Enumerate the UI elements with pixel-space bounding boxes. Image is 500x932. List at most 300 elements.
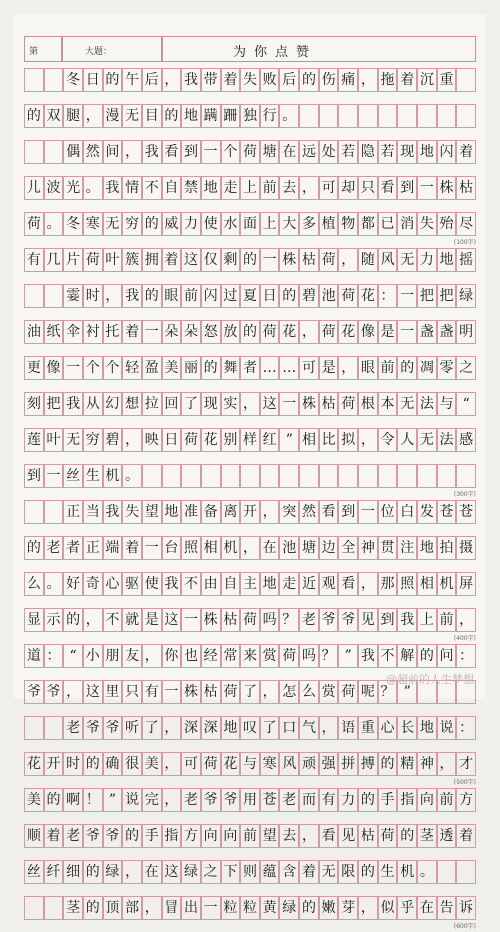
grid-cell: 突 (279, 500, 299, 524)
grid-cell: 败 (260, 68, 280, 92)
word-count-marker: (300字) (453, 491, 476, 498)
grid-cell: 了 (181, 392, 201, 416)
grid-cell: 株 (279, 248, 299, 272)
grid-cell: 方 (456, 788, 476, 812)
grid-cell: ” (103, 788, 123, 812)
grid-cell: 生 (378, 860, 398, 884)
grid-cell: 才 (456, 752, 476, 776)
grid-cell: 着 (122, 536, 142, 560)
grid-cell: 后 (279, 68, 299, 92)
grid-cell: 儿 (24, 176, 44, 200)
grid-cell: ， (358, 572, 378, 596)
grid-row (24, 716, 476, 748)
watermark: @超前的人生梦想 (386, 673, 474, 686)
grid-cell: 是 (142, 608, 162, 632)
grid-cell: 的 (378, 752, 398, 776)
grid-cell: 随 (358, 248, 378, 272)
grid-cell: 穷 (83, 428, 103, 452)
grid-cell: 备 (201, 500, 221, 524)
grid-cell: 老 (63, 824, 83, 848)
grid-cell: 法 (417, 392, 437, 416)
grid-cell: 株 (181, 680, 201, 704)
grid-cell: 夏 (240, 284, 260, 308)
grid-cell: 深 (201, 716, 221, 740)
grid-cell: 地 (417, 140, 437, 164)
grid-cell: 伞 (63, 320, 83, 344)
grid-cell: 寒 (260, 752, 280, 776)
grid-cell: 穷 (122, 212, 142, 236)
grid-cell: 黄 (260, 896, 280, 920)
grid-cell: 重 (437, 68, 457, 92)
grid-cell: 这 (162, 608, 182, 632)
grid-cell: 的 (279, 284, 299, 308)
grid-cell (378, 104, 398, 128)
grid-cell: 搏 (358, 752, 378, 776)
grid-cell: ， (83, 104, 103, 128)
grid-cell: 实 (221, 392, 241, 416)
grid-cell: 来 (240, 644, 260, 668)
grid-cell: ” (397, 680, 417, 704)
grid-cell: 粒 (240, 896, 260, 920)
grid-cell: 强 (319, 752, 339, 776)
grid-cell: 心 (378, 716, 398, 740)
grid-cell: … (279, 356, 299, 380)
grid-cell: 花 (358, 284, 378, 308)
grid-cell: 出 (181, 896, 201, 920)
title-box (162, 36, 476, 62)
grid-cell: 绿 (456, 284, 476, 308)
grid-cell (279, 464, 299, 488)
grid-cell: 的 (240, 320, 260, 344)
question-label: 大题： (85, 47, 113, 57)
grid-cell: 的 (162, 104, 182, 128)
grid-cell: 去 (279, 176, 299, 200)
grid-cell: ” (279, 428, 299, 452)
grid-cell: ， (358, 896, 378, 920)
grid-cell: 深 (181, 716, 201, 740)
grid-row (24, 68, 476, 100)
grid-row (24, 356, 476, 388)
grid-cell: 苍 (456, 500, 476, 524)
grid-cell: 池 (319, 284, 339, 308)
grid-cell: 沉 (417, 68, 437, 92)
grid-cell: 尽 (456, 212, 476, 236)
grid-row (24, 392, 476, 424)
grid-cell: 远 (299, 140, 319, 164)
grid-cell: 叹 (240, 716, 260, 740)
grid-cell: 我 (122, 284, 142, 308)
grid-cell: 眼 (358, 356, 378, 380)
grid-cell: 摇 (456, 248, 476, 272)
grid-cell: 花 (279, 320, 299, 344)
grid-cell: 的 (63, 608, 83, 632)
grid-cell: 着 (221, 68, 241, 92)
grid-cell: 地 (260, 572, 280, 596)
grid-cell: 放 (221, 320, 241, 344)
grid-cell: 一 (162, 680, 182, 704)
grid-cell: 我 (103, 500, 123, 524)
grid-cell: 荷 (338, 680, 358, 704)
grid-cell: 行 (260, 104, 280, 128)
grid-cell: 拥 (142, 248, 162, 272)
grid-cell: 塘 (260, 140, 280, 164)
grid-cell: 诉 (456, 896, 476, 920)
grid-cell: 使 (142, 572, 162, 596)
grid-cell: 台 (162, 536, 182, 560)
grid-cell: 可 (299, 356, 319, 380)
grid-cell: 向 (417, 788, 437, 812)
grid-cell: ， (162, 788, 182, 812)
grid-cell: 爷 (319, 608, 339, 632)
grid-cell: 到 (24, 464, 44, 488)
grid-cell: 我 (162, 572, 182, 596)
grid-cell: 上 (417, 608, 437, 632)
grid-cell (437, 464, 457, 488)
grid-cell: 相 (201, 536, 221, 560)
grid-cell: 无 (319, 860, 339, 884)
grid-cell: 午 (122, 68, 142, 92)
grid-cell: 物 (338, 212, 358, 236)
grid-cell: 一 (397, 320, 417, 344)
grid-cell: 可 (181, 752, 201, 776)
grid-cell: 着 (44, 824, 64, 848)
grid-cell: 片 (63, 248, 83, 272)
grid-cell: 令 (378, 428, 398, 452)
grid-cell: 盈 (142, 356, 162, 380)
grid-cell: ， (142, 896, 162, 920)
grid-cell: 我 (397, 608, 417, 632)
grid-cell: 霎 (63, 284, 83, 308)
grid-cell: ， (240, 536, 260, 560)
grid-cell: 看 (319, 500, 339, 524)
grid-cell: 双 (44, 104, 64, 128)
grid-cell: 有 (24, 248, 44, 272)
grid-cell: 着 (397, 68, 417, 92)
grid-cell: 嫩 (319, 896, 339, 920)
grid-cell: 气 (299, 716, 319, 740)
grid-cell: 失 (240, 68, 260, 92)
grid-cell (24, 716, 44, 740)
grid-cell (358, 464, 378, 488)
grid-cell: 的 (103, 68, 123, 92)
grid-cell: 的 (44, 788, 64, 812)
grid-cell: 情 (122, 176, 142, 200)
grid-cell: 爷 (201, 788, 221, 812)
grid-cell: 老 (299, 608, 319, 632)
grid-cell: 舞 (221, 356, 241, 380)
grid-cell: 样 (240, 428, 260, 452)
grid-cell: ， (162, 68, 182, 92)
grid-cell: 驱 (122, 572, 142, 596)
grid-cell: 。 (279, 104, 299, 128)
grid-cell: 不 (142, 176, 162, 200)
grid-cell: 地 (417, 536, 437, 560)
grid-row (24, 536, 476, 568)
grid-cell: 上 (260, 212, 280, 236)
grid-cell: 开 (240, 500, 260, 524)
grid-cell: 这 (83, 680, 103, 704)
grid-row (24, 428, 476, 460)
grid-cell: 自 (162, 176, 182, 200)
grid-cell: ， (338, 248, 358, 272)
grid-cell: 株 (299, 392, 319, 416)
grid-cell: 着 (456, 140, 476, 164)
grid-cell: 一 (397, 284, 417, 308)
grid-cell: 消 (397, 212, 417, 236)
grid-cell: 地 (162, 500, 182, 524)
grid-cell: 荷 (279, 644, 299, 668)
grid-cell: 现 (201, 392, 221, 416)
grid-row (24, 608, 476, 640)
grid-cell: 之 (201, 860, 221, 884)
grid-cell: 生 (83, 464, 103, 488)
grid-cell: 之 (456, 356, 476, 380)
grid-cell: 常 (221, 644, 241, 668)
grid-cell: 我 (181, 68, 201, 92)
grid-cell: 时 (63, 752, 83, 776)
grid-row (24, 248, 476, 280)
grid-cell: 只 (358, 176, 378, 200)
grid-cell: 地 (181, 104, 201, 128)
grid-cell (338, 464, 358, 488)
grid-cell: 而 (299, 788, 319, 812)
grid-cell: ， (122, 140, 142, 164)
grid-cell: 问 (437, 644, 457, 668)
grid-cell: 然 (299, 500, 319, 524)
grid-cell: 荷 (83, 248, 103, 272)
grid-cell: ， (260, 500, 280, 524)
grid-cell: 的 (142, 212, 162, 236)
grid-cell: 无 (417, 428, 437, 452)
grid-cell: 吗 (299, 644, 319, 668)
grid-cell: 爷 (103, 716, 123, 740)
grid-cell: 了 (240, 680, 260, 704)
grid-cell: 丝 (63, 464, 83, 488)
grid-cell: 无 (103, 212, 123, 236)
grid-cell: 边 (319, 536, 339, 560)
grid-cell: ！ (83, 788, 103, 812)
grid-cell: 刻 (24, 392, 44, 416)
grid-cell: 油 (24, 320, 44, 344)
grid-cell: 用 (240, 788, 260, 812)
grid-cell: 与 (240, 752, 260, 776)
grid-cell: 一 (201, 140, 221, 164)
grid-cell: 我 (358, 644, 378, 668)
grid-cell: 波 (44, 176, 64, 200)
grid-cell: 漫 (103, 104, 123, 128)
grid-row (24, 752, 476, 784)
grid-cell: 似 (378, 896, 398, 920)
grid-cell: 赏 (319, 680, 339, 704)
grid-cell: 时 (83, 284, 103, 308)
grid-cell (24, 140, 44, 164)
grid-cell: 一 (142, 320, 162, 344)
grid-cell: 花 (221, 752, 241, 776)
grid-cell: ， (122, 428, 142, 452)
grid-cell: 相 (417, 572, 437, 596)
grid-cell: 爷 (338, 608, 358, 632)
grid-cell: 着 (162, 248, 182, 272)
grid-cell: 粒 (221, 896, 241, 920)
grid-cell (397, 464, 417, 488)
grid-cell: 地 (221, 716, 241, 740)
grid-cell: “ (63, 644, 83, 668)
grid-cell (378, 464, 398, 488)
grid-cell: 荷 (24, 212, 44, 236)
grid-cell (240, 464, 260, 488)
word-count-marker: (500字) (453, 779, 476, 786)
grid-cell: 方 (181, 824, 201, 848)
grid-row (24, 140, 476, 172)
grid-cell: 在 (142, 860, 162, 884)
grid-cell: 怎 (279, 680, 299, 704)
grid-cell: 感 (456, 428, 476, 452)
grid-cell: 奇 (83, 572, 103, 596)
grid-cell: 簇 (122, 248, 142, 272)
grid-cell: 就 (122, 608, 142, 632)
grid-cell: 全 (338, 536, 358, 560)
grid-cell: 老 (63, 716, 83, 740)
grid-cell: 殆 (437, 212, 457, 236)
grid-cell: 听 (122, 716, 142, 740)
grid-cell: 茎 (417, 824, 437, 848)
grid-cell: 指 (397, 788, 417, 812)
grid-cell: 根 (358, 392, 378, 416)
grid-cell: 的 (83, 896, 103, 920)
grid-cell: 失 (417, 212, 437, 236)
grid-cell: 把 (437, 284, 457, 308)
grid-cell: 一 (260, 248, 280, 272)
grid-cell: 这 (260, 392, 280, 416)
grid-cell: 一 (201, 896, 221, 920)
grid-cell: 无 (397, 392, 417, 416)
grid-cell: 无 (122, 104, 142, 128)
grid-cell: 苍 (260, 788, 280, 812)
grid-row (24, 464, 476, 496)
grid-cell: 剩 (221, 248, 241, 272)
grid-cell: 吗 (260, 608, 280, 632)
grid-cell: 发 (417, 500, 437, 524)
grid-cell: 想 (122, 392, 142, 416)
grid-cell: ， (142, 644, 162, 668)
grid-cell: 经 (201, 644, 221, 668)
grid-cell: 老 (279, 788, 299, 812)
grid-cell (24, 284, 44, 308)
grid-cell: 花 (201, 428, 221, 452)
grid-cell (456, 464, 476, 488)
grid-cell (162, 464, 182, 488)
grid-cell: 不 (378, 644, 398, 668)
grid-cell: 说 (437, 716, 457, 740)
grid-cell: ， (103, 284, 123, 308)
grid-cell: 风 (378, 248, 398, 272)
grid-cell: 株 (437, 176, 457, 200)
grid-cell: … (260, 356, 280, 380)
grid-cell: 荷 (260, 320, 280, 344)
grid-cell: 荷 (319, 320, 339, 344)
grid-cell: 的 (83, 752, 103, 776)
grid-cell: 前 (260, 176, 280, 200)
grid-cell: 限 (338, 860, 358, 884)
grid-cell: 示 (44, 608, 64, 632)
grid-cell: ？ (279, 608, 299, 632)
grid-cell: 我 (63, 392, 83, 416)
word-count-marker: (100字) (453, 239, 476, 246)
grid-cell: 无 (63, 428, 83, 452)
grid-cell: 细 (63, 860, 83, 884)
grid-cell: 荷 (319, 248, 339, 272)
grid-cell: 纸 (44, 320, 64, 344)
grid-cell: 。 (417, 860, 437, 884)
question-number-box (24, 36, 62, 62)
grid-cell: ？ (378, 680, 398, 704)
grid-cell: 别 (221, 428, 241, 452)
grid-cell: 的 (358, 788, 378, 812)
grid-cell: 闪 (437, 140, 457, 164)
grid-cell: 是 (319, 356, 339, 380)
grid-cell: 枯 (358, 824, 378, 848)
grid-cell: 多 (299, 212, 319, 236)
grid-cell: 失 (122, 500, 142, 524)
grid-cell: 解 (397, 644, 417, 668)
grid-cell: 拍 (437, 536, 457, 560)
grid-cell: 花 (338, 320, 358, 344)
grid-cell: 的 (240, 248, 260, 272)
grid-cell: ， (358, 428, 378, 452)
grid-cell: 荷 (221, 680, 241, 704)
grid-cell: 绿 (279, 896, 299, 920)
grid-cell: 下 (221, 860, 241, 884)
grid-cell: 碧 (299, 284, 319, 308)
grid-cell: ， (319, 716, 339, 740)
grid-cell: 。 (44, 212, 64, 236)
grid-cell (201, 464, 221, 488)
grid-cell: 机 (103, 464, 123, 488)
grid-cell: 这 (181, 248, 201, 272)
grid-cell: 芽 (338, 896, 358, 920)
grid-cell: 的 (24, 536, 44, 560)
grid-cell: 看 (319, 824, 339, 848)
grid-cell: 了 (260, 716, 280, 740)
grid-cell: 前 (181, 284, 201, 308)
grid-cell: 花 (24, 752, 44, 776)
grid-cell: 植 (319, 212, 339, 236)
question-label-box (62, 36, 162, 62)
grid-cell: 的 (83, 860, 103, 884)
grid-cell: 后 (142, 68, 162, 92)
grid-cell: 的 (24, 104, 44, 128)
grid-cell: 明 (456, 320, 476, 344)
grid-cell: 。 (44, 572, 64, 596)
grid-cell: ， (83, 608, 103, 632)
grid-cell: 有 (319, 788, 339, 812)
grid-cell: 枯 (201, 680, 221, 704)
grid-cell: 。 (122, 464, 142, 488)
grid-cell (24, 500, 44, 524)
grid-cell (417, 464, 437, 488)
grid-cell: 碧 (103, 428, 123, 452)
grid-cell: 株 (201, 608, 221, 632)
grid-cell: 都 (358, 212, 378, 236)
grid-cell: 托 (103, 320, 123, 344)
grid-cell: 的 (142, 284, 162, 308)
grid-cell: 禁 (181, 176, 201, 200)
grid-cell: 前 (437, 788, 457, 812)
grid-cell: ， (162, 716, 182, 740)
grid-cell: 光 (63, 176, 83, 200)
grid-cell: 里 (103, 680, 123, 704)
grid-cell: 说 (122, 788, 142, 812)
